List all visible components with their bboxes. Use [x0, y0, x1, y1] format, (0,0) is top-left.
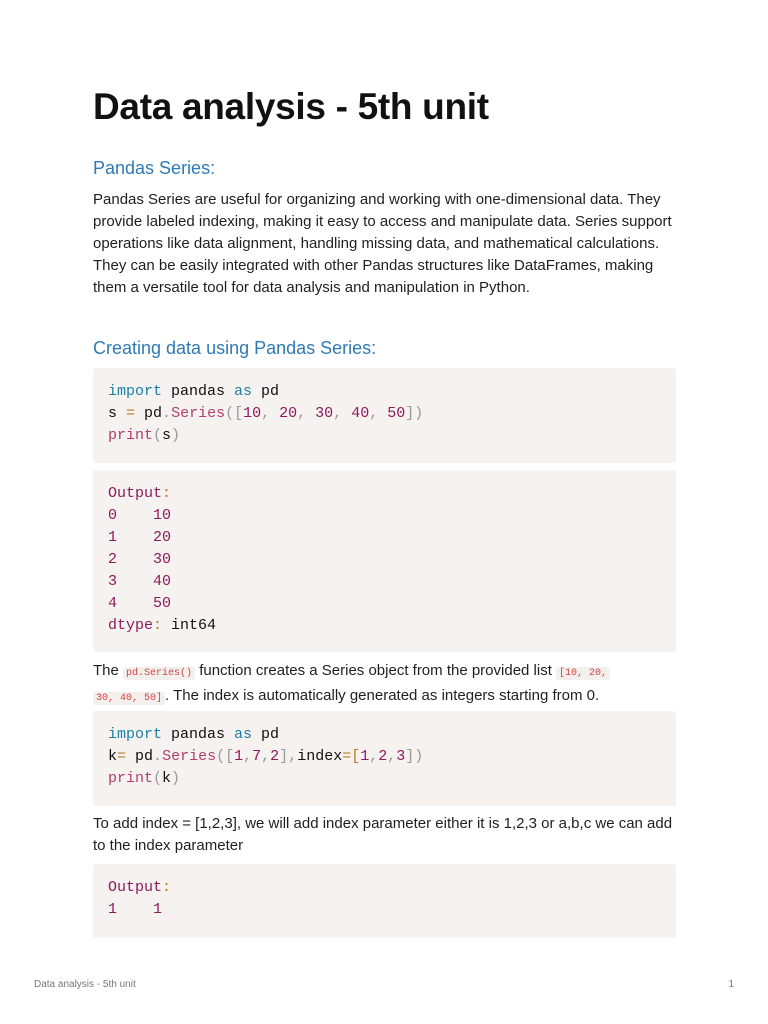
output-block-custom-index: [93, 864, 676, 938]
footer-page-number: 1: [728, 979, 734, 990]
footer-document-title: Data analysis - 5th unit: [34, 979, 136, 990]
page-title: Data analysis - 5th unit: [93, 86, 489, 127]
code-line: print(s): [108, 427, 181, 444]
inline-code-pd-series: pd.Series(): [123, 667, 195, 680]
code-line: import pandas as pd: [108, 726, 280, 743]
output-row: 0 10: [108, 507, 172, 524]
section-heading-creating-data: Creating data using Pandas Series:: [93, 338, 377, 358]
output-label-line: Output:: [108, 879, 172, 896]
output-row: 2 30: [108, 551, 172, 568]
code-line: k= pd.Series([1,7,2],index=[1,2,3]): [108, 748, 424, 765]
code-line: s = pd.Series([10, 20, 30, 40, 50]): [108, 405, 424, 422]
index-parameter-paragraph: To add index = [1,2,3], we will add index parameter either it is 1,2,3 or a,b,c we can add to the index parameter: [93, 815, 673, 854]
output-row: 3 40: [108, 573, 172, 590]
output-row: 1 1: [108, 901, 163, 918]
output-row: 1 20: [108, 529, 172, 546]
output-row: 4 50: [108, 595, 172, 612]
series-explanation-paragraph: The pd.Series() function creates a Series object from the provided list [10, 20, 30, 40, 50] . The index is automatically generated as integers starting from 0.: [93, 660, 676, 710]
output-dtype-line: dtype: int64: [108, 617, 217, 634]
code-line: import pandas as pd: [108, 383, 280, 400]
section-heading-pandas-series: Pandas Series:: [93, 158, 216, 178]
code-line: print(k): [108, 770, 181, 787]
code-block-create-series: [93, 368, 676, 463]
output-block-series: [93, 470, 676, 652]
output-label-line: Output:: [108, 485, 172, 502]
inline-code-list-part2: 30, 40, 50]: [93, 692, 165, 705]
intro-paragraph: Pandas Series are useful for organizing and working with one-dimensional data. They provide labeled indexing, making it easy to access and manipulate data. Series support operations like data alignment, handling missing data, and mathematical calculations. They can be easily integrated with other Pandas structures like DataFrames, making them a versatile tool for data analysis and manipulation in Python.: [93, 191, 672, 296]
code-block-custom-index: [93, 711, 676, 806]
inline-code-list-part1: [10, 20,: [556, 667, 610, 680]
